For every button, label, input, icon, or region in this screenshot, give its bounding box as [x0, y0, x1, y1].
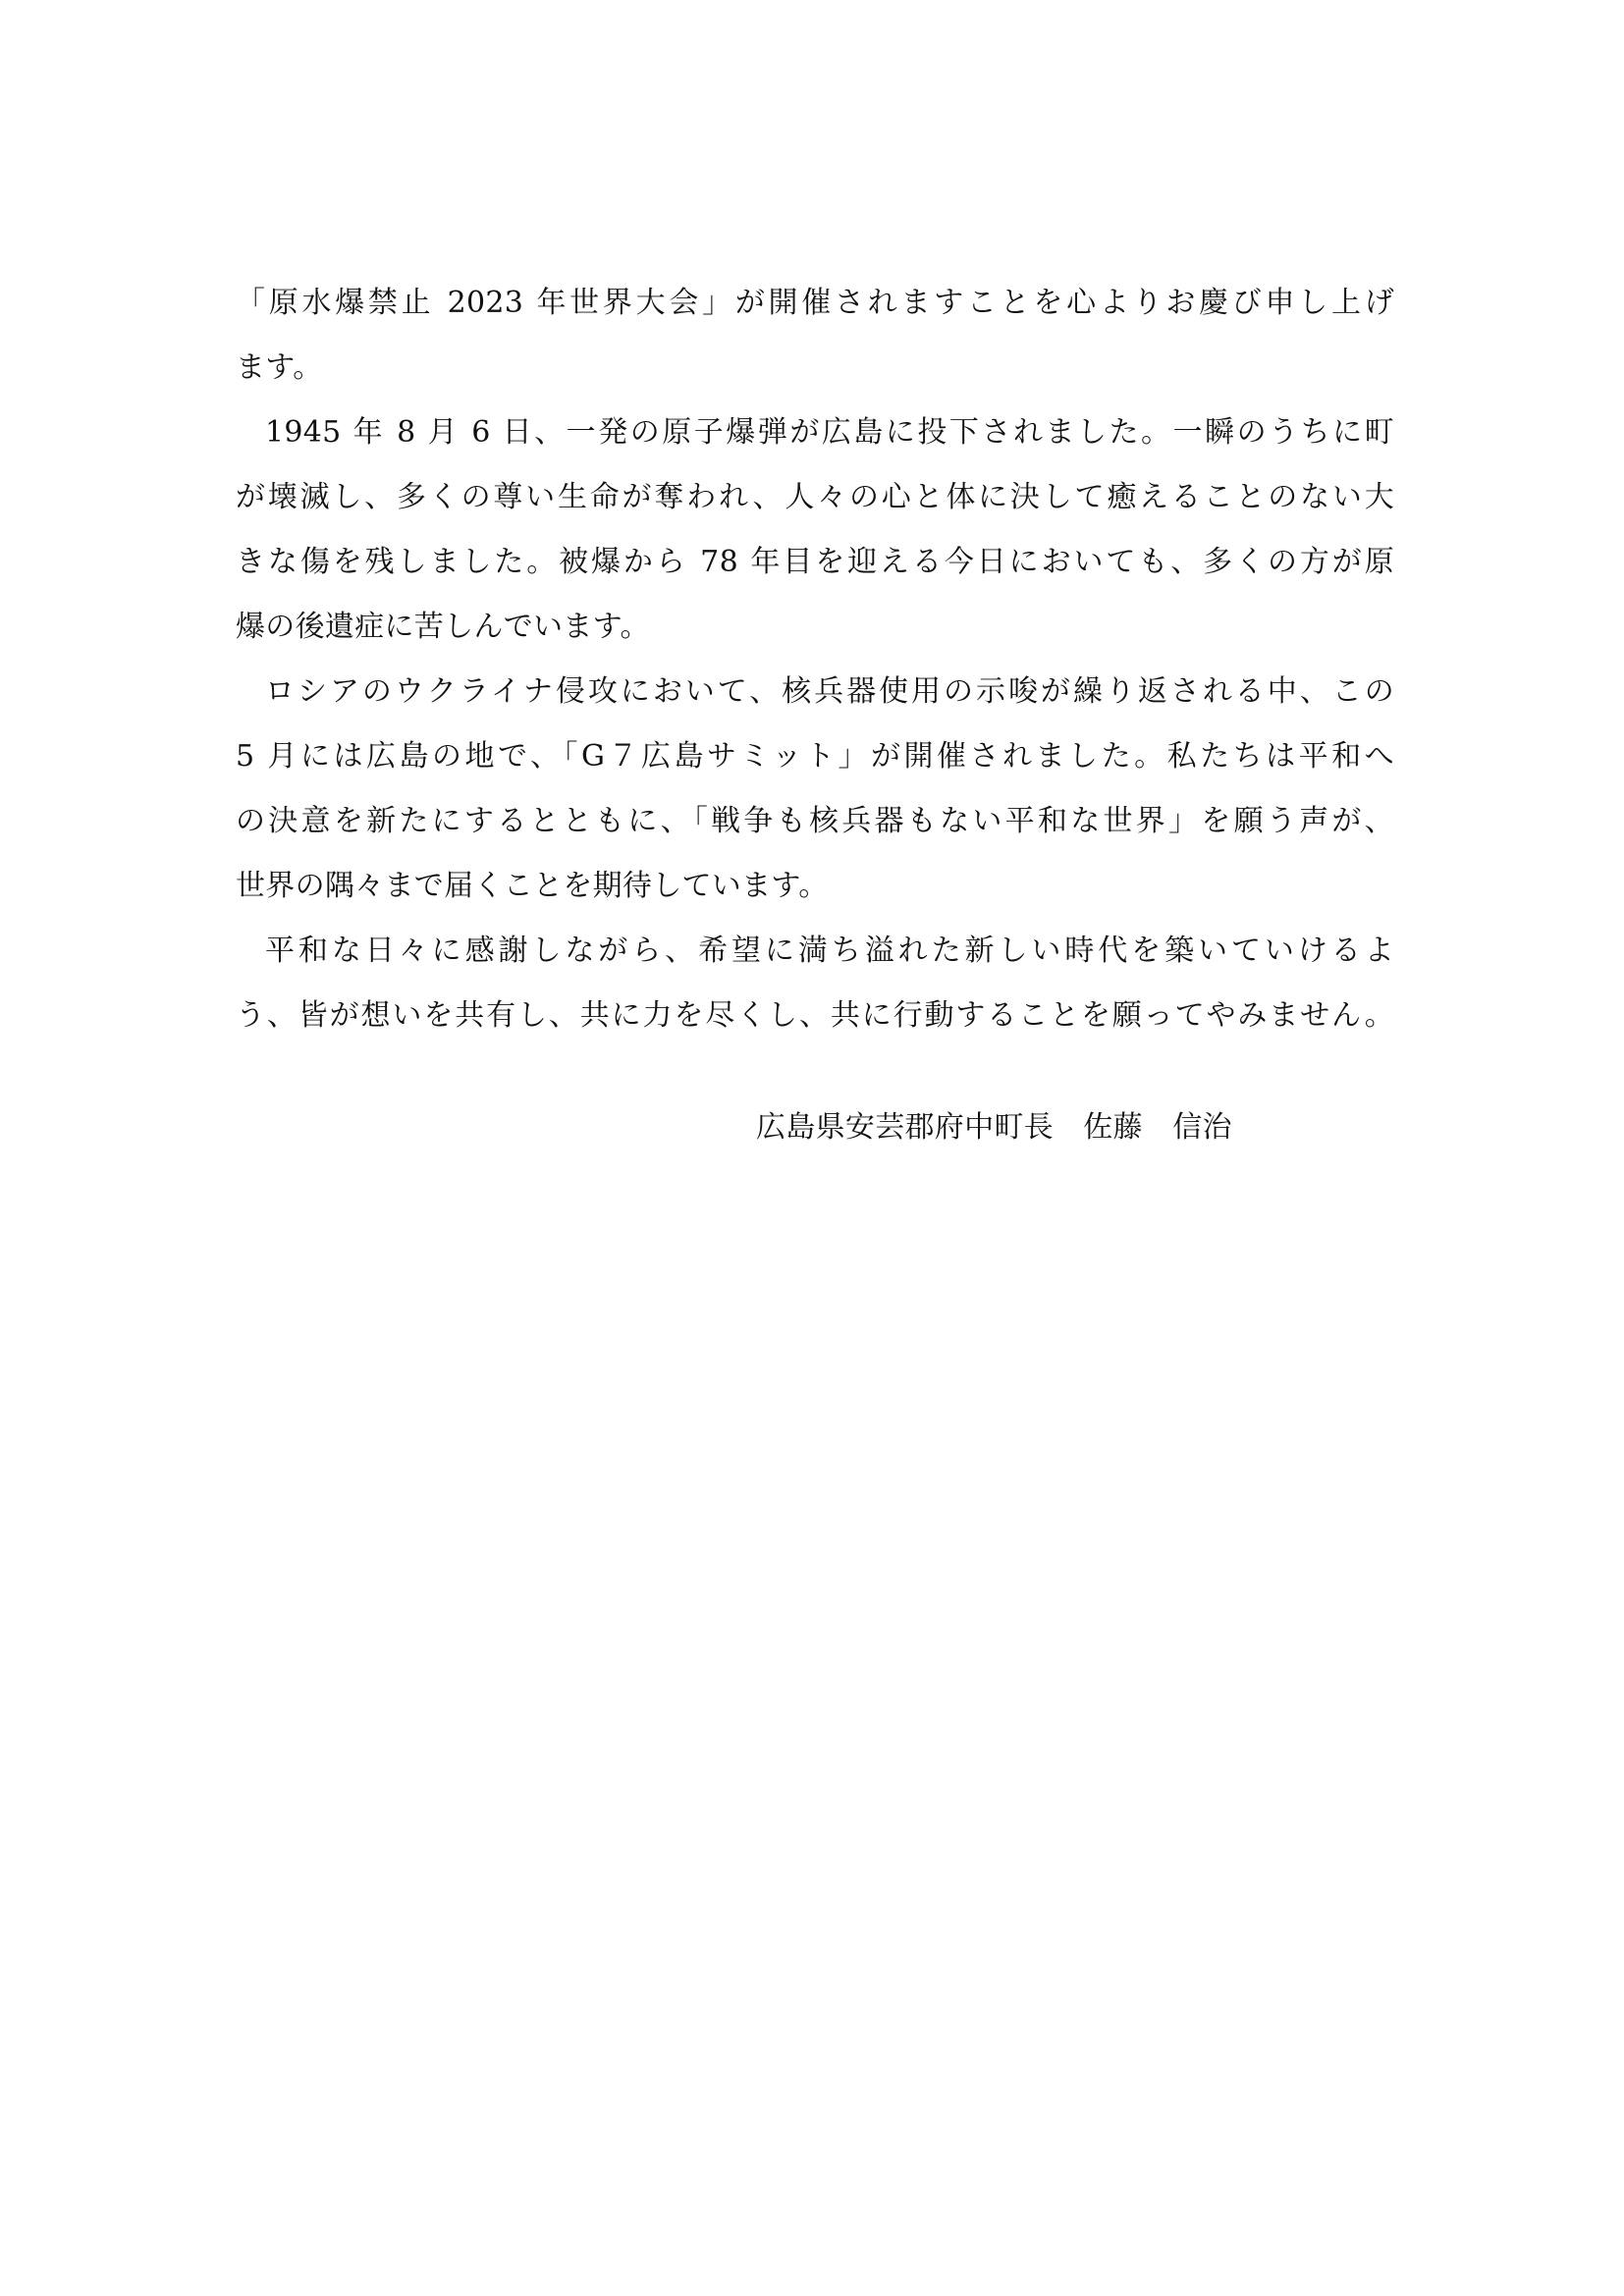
signature: 広島県安芸郡府中町長 佐藤 信治	[756, 1110, 1232, 1145]
paragraph-3-line-4: 世界の隅々まで届くことを期待しています。	[236, 869, 829, 903]
paragraph-2-line-1: 1945 年 8 月 6 日、一発の原子爆弾が広島に投下されました。一瞬のうちに町	[265, 415, 1394, 450]
paragraph-3-line-1: ロシアのウクライナ侵攻において、核兵器使用の示唆が繰り返される中、この	[265, 674, 1394, 709]
paragraph-1-line-1: 「原水爆禁止 2023 年世界大会」が開催されますことを心よりお慶び申し上げ	[236, 286, 1394, 320]
paragraph-2-line-3: きな傷を残しました。被爆から 78 年目を迎える今日においても、多くの方が原	[236, 545, 1394, 579]
paragraph-1-line-2: ます。	[236, 350, 323, 385]
message-body	[236, 271, 1394, 1048]
paragraph-2-line-2: が壊滅し、多くの尊い生命が奪われ、人々の心と体に決して癒えることのない大	[236, 480, 1394, 514]
paragraph-4-line-1: 平和な日々に感謝しながら、希望に満ち溢れた新しい時代を築いていけるよ	[265, 934, 1394, 968]
paragraph-2-line-4: 爆の後遺症に苦しんでいます。	[236, 610, 650, 644]
paragraph-4-line-2: う、皆が想いを共有し、共に力を尽くし、共に行動することを願ってやみません。	[236, 998, 1394, 1033]
paragraph-3-line-3: の決意を新たにするとともに、「戦争も核兵器もない平和な世界」を願う声が、	[236, 804, 1394, 838]
paragraph-3-line-2: 5 月には広島の地で、「G７広島サミット」が開催されました。私たちは平和へ	[236, 739, 1394, 774]
